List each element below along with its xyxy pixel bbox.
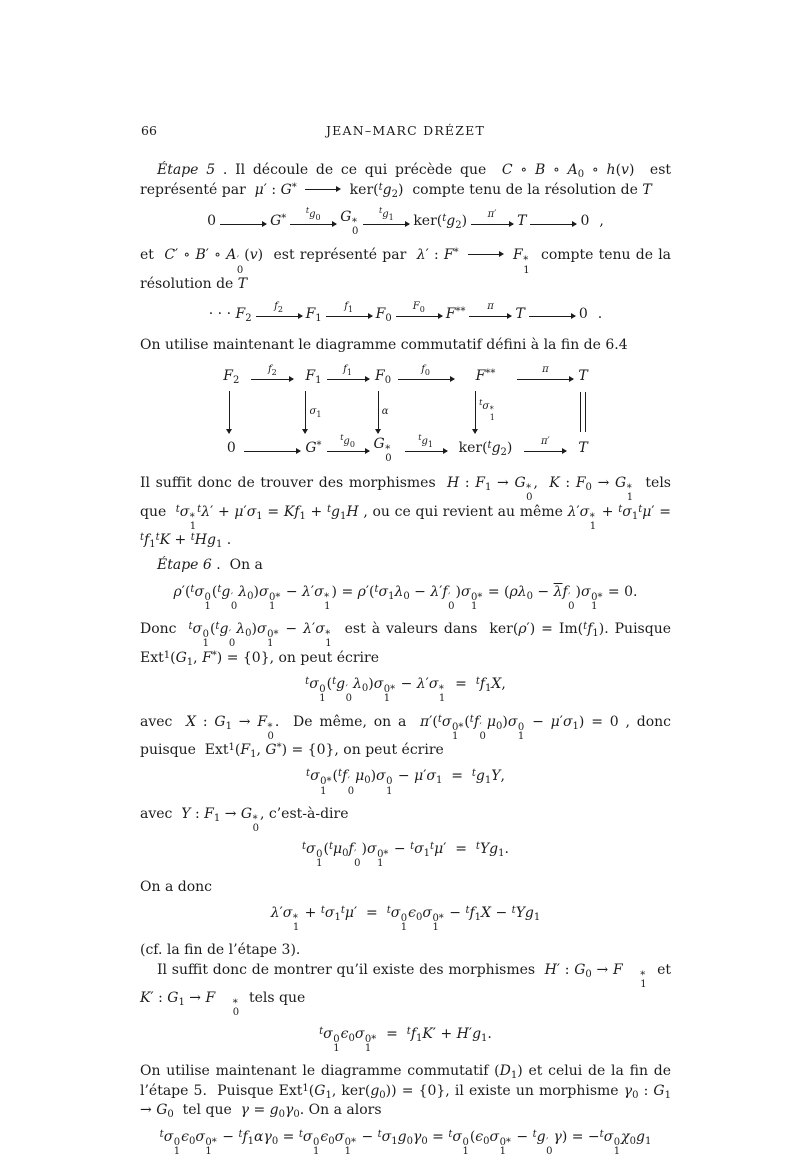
commutative-diagram: [140, 365, 671, 463]
arrow-shaft: [475, 391, 476, 433]
right-arrow: [471, 210, 513, 234]
equation-yg1: $^t$σ 0 1 ($^t\mu_0f$ ′ 0 )σ 0* 1 − $^t\sigma_1^t\mu' = ^tYg_1$.: [302, 841, 509, 870]
exact-sequence-2: [140, 302, 671, 326]
arrow-shaft: [469, 316, 511, 317]
right-arrow: [256, 302, 302, 326]
seq-node: T: [517, 213, 527, 230]
seq-node: · · · $F_2$: [208, 305, 252, 324]
paragraph-avec-x: avec X : $G_1 \to F$ * 0 . De même, on a π′($^t$σ 0* 1 ($^t$f ′ 0 $\mu_0)\sigma$ 0 1 − $\mu'\sigma_1) = 0$ , donc puisque $Ext^1(F_1$, G*) = {0}, on peut écrire: [140, 713, 671, 760]
arrow-shaft: [363, 224, 409, 225]
paragraph-il-suffit-montrer: Il suffit donc de montrer qu’il existe des morphismes H′ : $G_0 \to F$ * 1 et K′ : $G_1 \to F$ * 0 tels que: [140, 961, 671, 1019]
arrow-shaft: [244, 451, 300, 452]
arrow-shaft: [305, 391, 306, 433]
equation-g1y: $^t$σ 0* 1 ($^t$f ′ 0 $\mu_0)\sigma$ 0 1 − $\mu'\sigma_1 = ^tg_1Y$,: [306, 768, 505, 797]
seq-node: 0: [207, 213, 217, 230]
down-arrow: [305, 390, 321, 434]
seq-node: $F_1$: [305, 305, 322, 324]
right-arrow: [220, 210, 266, 234]
arrow-label: α: [381, 405, 389, 417]
diagram-node: T: [578, 440, 588, 457]
equation-epsilon: λ′σ * 1 + $^t\sigma_1^t\mu' = ^t\sigma$ 0 1 $\epsilon_0\sigma$ 0* 1 − $^tf_1X - ^tYg_1$: [270, 905, 541, 934]
seq-punctuation: .: [597, 305, 603, 322]
page-header: [140, 121, 671, 137]
paragraph-et-represente: et C′ ∘ B′ ∘ A ′ 0 (v) est représenté par λ′ : F* F * 1 compte tenu de la résolution de T: [140, 247, 672, 292]
seq-node: G * 0: [340, 209, 359, 238]
seq-node: $F_0$: [375, 305, 392, 324]
right-arrow: [530, 210, 576, 234]
paragraph-on-utilise-d1: On utilise maintenant le diagramme commutatif $(D_1)$ et celui de la fin de l’étape 5. Puisque $Ext^1(G_1$, $ker(g_0)) = \{0\}$, il existe un morphisme $\gamma_0$ : $G_1 \to G_0$ tel que $\gamma = g_0\gamma_0$. On a alors: [140, 1063, 671, 1120]
arrow-label: π: [542, 363, 549, 375]
arrow-shaft: [471, 224, 513, 225]
right-arrow: [363, 206, 409, 234]
arrow-shaft: [530, 224, 576, 225]
right-arrow: [327, 432, 369, 461]
arrow-shaft: [327, 451, 369, 452]
equals-bars: [580, 390, 586, 434]
seq-node: F**: [445, 305, 466, 322]
right-arrow: [327, 365, 369, 389]
arrow-shaft: [251, 379, 293, 380]
right-arrow: [529, 302, 575, 326]
diagram-node: G * 0: [373, 435, 392, 464]
seq-node: 0: [578, 305, 588, 322]
arrow-label: $f_2$: [274, 301, 283, 315]
arrow-label: $\sigma_1$: [309, 405, 322, 419]
right-arrow: [469, 302, 511, 326]
diagram-node: $F_0$: [375, 368, 392, 386]
diagram-node: $ker(^tg_2)$: [458, 440, 513, 459]
arrow-label: $f_2$: [267, 363, 277, 377]
seq-punctuation: ,: [599, 213, 604, 230]
arrow-label: $^tg_0$: [305, 206, 321, 223]
arrow-shaft: [529, 316, 575, 317]
arrow-shaft: [326, 316, 372, 317]
paragraph-il-suffit-trouver: Il suffit donc de trouver des morphismes H : $F_1 \to G$ * 0 , K : $F_0 \to G$ * 1 tels que $^t$σ * 1 $^t\lambda' + \mu'\sigma_1 = Kf_1 + ^tg_1H$ , ou ce qui revient au même λ′σ * 1 + $^t\sigma_1^t\mu' = ^tf_1^tK + ^tHg_1$ .: [140, 475, 671, 550]
arrow-label: $^tg_0$: [340, 432, 355, 449]
paragraph-avec-y: avec Y : $F_1 \to G$ * 0 , c’est-à-dire: [140, 805, 349, 834]
right-arrow: [244, 437, 300, 461]
arrow-shaft: [517, 379, 573, 380]
arrow-shaft: [405, 451, 447, 452]
arrow-label: $^tg_1$: [378, 206, 394, 223]
exact-sequence-1: [140, 208, 671, 236]
right-arrow: [524, 437, 566, 461]
right-arrow: [396, 302, 442, 326]
diagram-node: G*: [305, 440, 322, 457]
right-arrow: [405, 432, 447, 461]
right-arrow: [517, 365, 573, 389]
paragraph-donc-valeurs: Donc $^t$σ 0 1 ($^t$g ′ 0 $\lambda_0)\sigma$ 0* 1 − λ′σ * 1 est à valeurs dans $ker(\rho') = Im(^tf_1)$. Puisque $Ext^1(G_1$, F*) = {0}, on peut écrire: [140, 621, 672, 668]
diagram-node: $F_2$: [223, 368, 240, 386]
right-arrow: [251, 365, 293, 389]
paragraph-etape5: Étape 5 . Il découle de ce qui précède que C ∘ B ∘ $A_0$ ∘ h(v) est représenté par μ′ : G* $ker(^tg_2)$ compte tenu de la résolution de T: [140, 162, 672, 200]
page-content: [140, 121, 671, 1165]
seq-node: $ker(^tg_2)$: [413, 213, 468, 232]
diagram-node: F**: [475, 368, 496, 384]
arrow-label: $^tg_1$: [418, 432, 433, 449]
arrow-shaft: [396, 316, 442, 317]
arrow-shaft: [256, 316, 302, 317]
right-arrow: [398, 365, 454, 389]
paragraph-on-a-donc: On a donc: [140, 878, 212, 895]
arrow-label: $f_1$: [344, 301, 354, 315]
arrow-label: π′: [540, 435, 550, 447]
diagram-node: 0: [226, 440, 236, 457]
down-arrow: [229, 390, 233, 434]
arrow-label: π′: [487, 209, 497, 221]
page-number: 66: [141, 123, 157, 138]
equation-k-prime: $^t$σ 0 1 $\epsilon_0\sigma$ 0* 1 = $^tf_1K' + H'g_1$.: [319, 1025, 492, 1054]
arrow-shaft: [378, 391, 379, 433]
arrow-label: $F_0$: [412, 301, 425, 315]
seq-node: G*: [270, 213, 287, 230]
arrow-shaft: [327, 379, 369, 380]
equation-rho: ρ′($^t$σ 0 1 ($^t$g ′ 0 $\lambda_0)\sigma$ 0* 1 − λ′σ * 1 ) = $\rho'(^t\sigma_1\lambda_0 - \lambda'f$ ′ 0 )σ 0* 1 = ($\rho\lambda_0 - \overline{\lambda}f$ ′ 0 )σ 0* 1 = 0.: [173, 583, 638, 613]
seq-node: T: [515, 305, 525, 322]
double-line: [580, 392, 586, 432]
seq-node: 0: [580, 213, 590, 230]
paragraph-cf-fin: (cf. la fin de l’étape 3).: [140, 942, 301, 959]
diagram-node: T: [578, 368, 588, 384]
arrow-label: π: [487, 301, 494, 313]
equation-f1x: $^t$σ 0 1 ($^t$g ′ 0 $\lambda_0)\sigma$ 0* 1 − λ′σ * 1 = $^tf_1X$,: [305, 676, 506, 705]
arrow-shaft: [524, 451, 566, 452]
paragraph-on-utilise-64: On utilise maintenant le diagramme commutatif défini à la fin de 6.4: [140, 337, 628, 354]
arrow-label: $f_0$: [421, 363, 430, 377]
arrow-label: $^t$σ * 1: [479, 398, 495, 422]
running-title: JEAN–MARC DRÉZET: [325, 123, 486, 138]
down-arrow: [475, 390, 496, 434]
equation-chi: $^t$σ 0 1 $\epsilon_0\sigma$ 0* 1 − $^tf_1\alpha\gamma_0 = ^t\sigma$ 0 1 $\epsilon_0\sigma$ 0* 1 − $^t\sigma_1g_0\gamma_0 = ^t\sigma$ 0 1 ($\epsilon_0\sigma$ 0* 1 − $^t$g ′ 0 γ) = −$^t$σ 0 1 $\chi_0g_1$: [159, 1128, 652, 1157]
arrow-shaft: [229, 391, 230, 433]
arrow-shaft: [220, 224, 266, 225]
diagram-node: $F_1$: [305, 368, 322, 386]
paragraph-etape6: Étape 6 . On a: [157, 557, 263, 574]
down-arrow: [378, 390, 389, 434]
right-arrow: [290, 206, 336, 234]
right-arrow: [326, 302, 372, 326]
arrow-label: $f_1$: [343, 363, 352, 377]
arrow-shaft: [290, 224, 336, 225]
arrow-shaft: [398, 379, 454, 380]
